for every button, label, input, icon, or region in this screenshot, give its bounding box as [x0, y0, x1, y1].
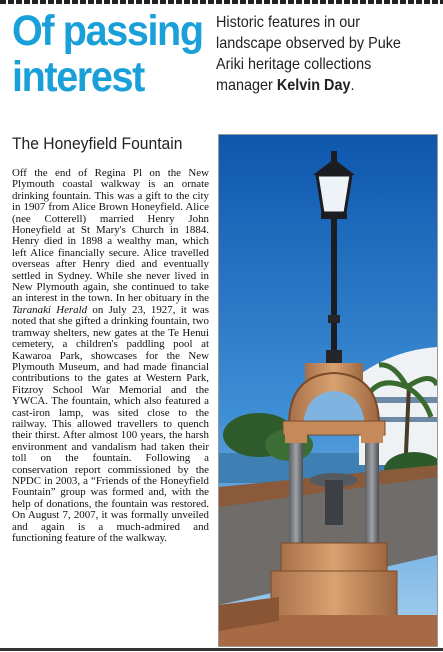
- headline: [12, 7, 203, 101]
- headline-line-2: interest: [12, 53, 144, 101]
- standfirst-end: .: [350, 77, 355, 94]
- top-rule: [0, 0, 443, 4]
- fountain-pedestal: [281, 543, 387, 573]
- standfirst: [216, 12, 416, 96]
- headline-line-1: Of passing: [12, 7, 203, 55]
- newspaper-name: Taranaki Herald: [12, 303, 88, 316]
- article-subhead: The Honeyfield Fountain: [12, 134, 183, 153]
- fountain-photo: [218, 134, 438, 647]
- article-body: [12, 168, 209, 544]
- bottom-rule: [0, 648, 443, 651]
- lamp: [317, 175, 351, 213]
- fountain-column-right: [365, 435, 379, 545]
- standfirst-text: Historic features in our landscape observed by Puke Ariki heritage collections manager: [216, 14, 401, 94]
- article-text-part-1: Off the end of Regina Pl on the New Plymouth coastal walkway is an ornate drinking fountain. This was a gift to the city in 1907 from Alice Brown Honeyfield. Alice (nee Cotterell) married Henry John Honeyfield at St Mary's Church in 1884. Henry died in 1898 a wealthy man, which left Alice financially secure. Alice travelled overseas after Henry died and eventually settled in Sydney. While she never lived in New Plymouth again, she continued to take an interest in the town. In her obituary in the: [12, 167, 209, 305]
- lamp-post: [331, 215, 337, 365]
- article-text-part-2: on July 23, 1927, it was noted that she gifted a drinking fountain, two tramway shelters, new gates at the Te Henui cemetery, a children's paddling pool at Kawaroa Park, showcases for the New Plymouth Museum, and had made financial contributions to the gates at Western Park, Fitzroy School War Memorial and the YWCA. The fountain, which also featured a cast-iron lamp, was sited close to the railway. This allowed travellers to quench their thirst. After almost 100 years, the harsh environment and vandalism had taken their toll on the fountain. Following a conservation report commissioned by the NPDC in 2003, a “Friends of the Honeyfield Fountain” group was formed and, with the help of donations, the fountain was restored. On August 7, 2007, it was formally unveiled and again is a much-admired and functioning feature of the walkway.: [12, 303, 209, 544]
- author-name: Kelvin Day: [276, 77, 351, 94]
- fountain-column-left: [289, 435, 303, 545]
- fountain-illustration: [219, 135, 437, 646]
